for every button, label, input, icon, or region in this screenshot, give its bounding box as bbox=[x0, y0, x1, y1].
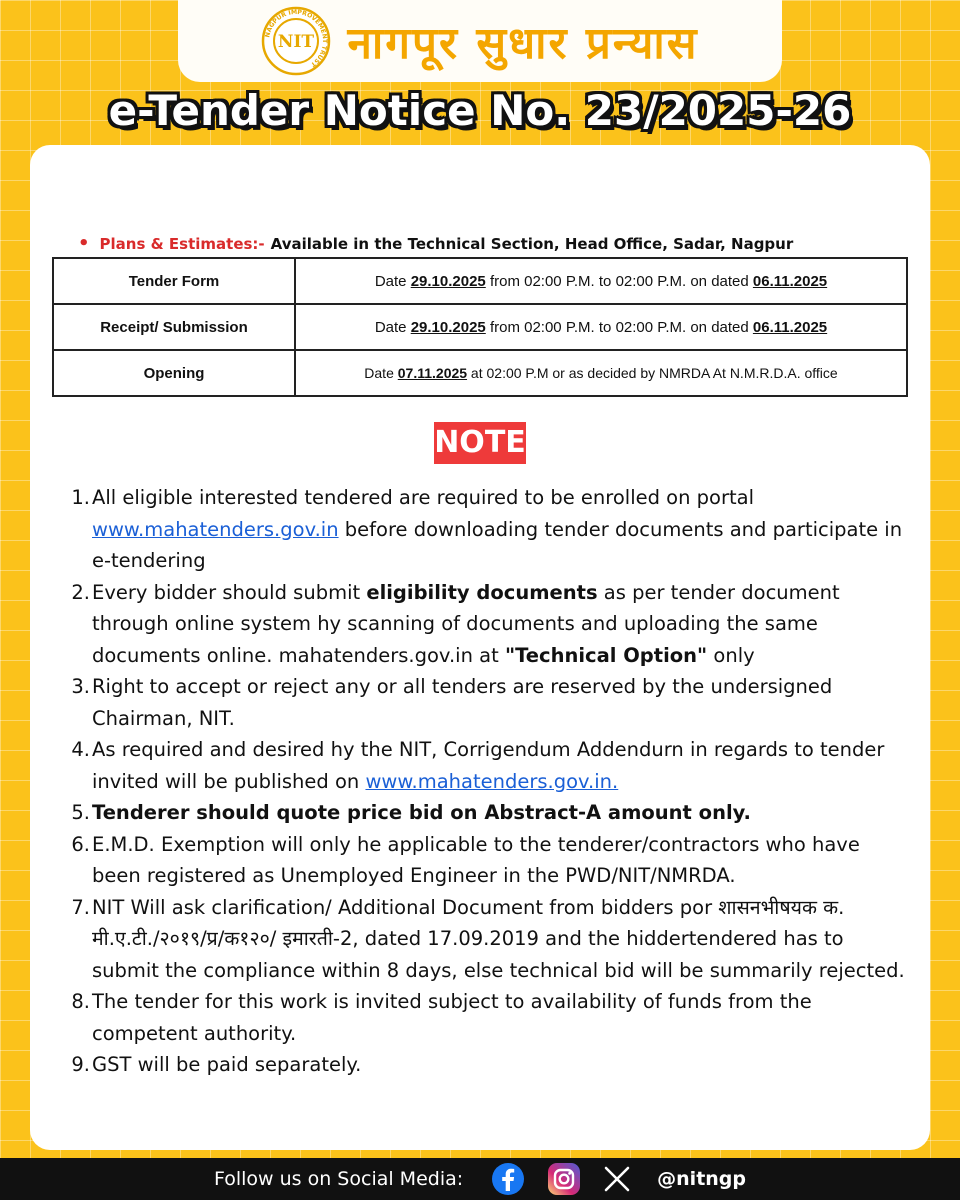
social-handle[interactable]: @nitngp bbox=[657, 1168, 747, 1190]
item-number: 1. bbox=[71, 486, 90, 509]
row-value bbox=[295, 304, 907, 350]
item-text bbox=[92, 734, 910, 797]
list-item bbox=[60, 482, 910, 577]
table-row bbox=[53, 304, 907, 350]
end-date: 06.11.2025 bbox=[752, 272, 828, 290]
bold-text: eligibility documents bbox=[366, 580, 598, 604]
item-text bbox=[92, 577, 910, 672]
header-card bbox=[178, 0, 782, 82]
row-label: Tender Form bbox=[53, 258, 295, 304]
item-number: 2. bbox=[71, 580, 90, 604]
org-name: नागपूर सुधार प्रन्यास bbox=[347, 18, 699, 69]
item-text: Tenderer should quote price bid on Abstract-A amount only. bbox=[92, 801, 751, 824]
item-number: 4. bbox=[71, 738, 90, 761]
mahatenders-link[interactable]: www.mahatenders.gov.in. bbox=[365, 769, 619, 793]
item-text: NIT Will ask clarification/ Additional Document from bidders por शासनभीषयक क. मी.ए.टी./२०१९/प्र/क१२०/ इमारती-2, dated 17.09.2019 and the hiddertendered has to submit the compliance within 8 days, else technical bid will be summarily rejected. bbox=[92, 895, 905, 982]
opening-date: 07.11.2025 bbox=[397, 365, 468, 381]
date-prefix: Date bbox=[364, 365, 398, 381]
list-item bbox=[60, 671, 910, 734]
text-part: only bbox=[707, 643, 755, 667]
tender-schedule-table bbox=[52, 257, 908, 397]
item-number: 9. bbox=[71, 1053, 90, 1076]
notice-title: e-Tender Notice No. 23/2025-26 bbox=[108, 86, 852, 135]
time-range: from 02:00 P.M. to 02:00 P.M. on dated bbox=[485, 318, 753, 336]
item-number: 8. bbox=[71, 990, 90, 1013]
row-label: Opening bbox=[53, 350, 295, 396]
follow-text: Follow us on Social Media: bbox=[213, 1168, 464, 1190]
start-date: 29.10.2025 bbox=[410, 318, 486, 336]
item-text: GST will be paid separately. bbox=[92, 1053, 362, 1076]
item-text bbox=[92, 482, 910, 577]
item-number: 5. bbox=[71, 801, 90, 824]
list-item bbox=[60, 892, 910, 987]
table-row bbox=[53, 258, 907, 304]
list-item bbox=[60, 829, 910, 892]
plans-line bbox=[78, 233, 793, 254]
item-number: 7. bbox=[71, 895, 90, 919]
notes-list bbox=[60, 482, 910, 1081]
time-range: from 02:00 P.M. to 02:00 P.M. on dated bbox=[485, 272, 753, 290]
list-item bbox=[60, 1049, 910, 1081]
note-badge: NOTE bbox=[434, 422, 526, 464]
facebook-icon[interactable] bbox=[491, 1162, 525, 1196]
item-number: 6. bbox=[71, 832, 90, 856]
opening-details: at 02:00 P.M or as decided by NMRDA At N.M.R.D.A. office bbox=[467, 365, 838, 381]
row-value bbox=[295, 350, 907, 396]
text-part: As required and desired hy the NIT, Corrigendum Addendurn in regards to tender invited will be published on bbox=[92, 738, 885, 793]
bullet-icon: • bbox=[78, 233, 90, 254]
x-icon[interactable] bbox=[603, 1165, 631, 1193]
start-date: 29.10.2025 bbox=[410, 272, 486, 290]
text-part: All eligible interested tendered are required to be enrolled on portal bbox=[92, 486, 755, 509]
nit-emblem-logo bbox=[261, 6, 331, 76]
bold-text: "Technical Option" bbox=[504, 643, 708, 667]
content-card bbox=[30, 145, 930, 1150]
plans-value: Available in the Technical Section, Head Office, Sadar, Nagpur bbox=[270, 234, 794, 253]
list-item bbox=[60, 734, 910, 797]
emblem-ring-text: NAGPUR IMPROVEMENT TRUST bbox=[264, 8, 329, 68]
date-prefix: Date bbox=[374, 318, 411, 336]
item-number: 3. bbox=[71, 675, 90, 698]
text-part: before downloading tender documents and participate in e-tendering bbox=[92, 517, 903, 572]
date-prefix: Date bbox=[374, 272, 411, 290]
list-item bbox=[60, 797, 910, 829]
social-icons bbox=[491, 1162, 631, 1196]
text-part: as per tender document through online system hy scanning of documents and uploading the same documents online. mahatenders.gov.in at bbox=[92, 580, 840, 667]
emblem-monogram: NIT bbox=[278, 32, 315, 52]
footer-bar bbox=[0, 1158, 960, 1200]
text-part: Every bidder should submit bbox=[92, 580, 367, 604]
item-text: E.M.D. Exemption will only he applicable to the tenderer/contractors who have been registered as Unemployed Engineer in the PWD/NIT/NMRDA. bbox=[92, 832, 860, 887]
table-row bbox=[53, 350, 907, 396]
list-item bbox=[60, 577, 910, 672]
row-value bbox=[295, 258, 907, 304]
mahatenders-link[interactable]: www.mahatenders.gov.in bbox=[92, 517, 339, 541]
plans-label: Plans & Estimates:- bbox=[99, 234, 265, 253]
row-label: Receipt/ Submission bbox=[53, 304, 295, 350]
end-date: 06.11.2025 bbox=[752, 318, 828, 336]
item-text: Right to accept or reject any or all tenders are reserved by the undersigned Chairman, NIT. bbox=[92, 675, 833, 730]
instagram-icon[interactable] bbox=[547, 1162, 581, 1196]
item-text: The tender for this work is invited subject to availability of funds from the competent authority. bbox=[92, 990, 812, 1045]
list-item bbox=[60, 986, 910, 1049]
